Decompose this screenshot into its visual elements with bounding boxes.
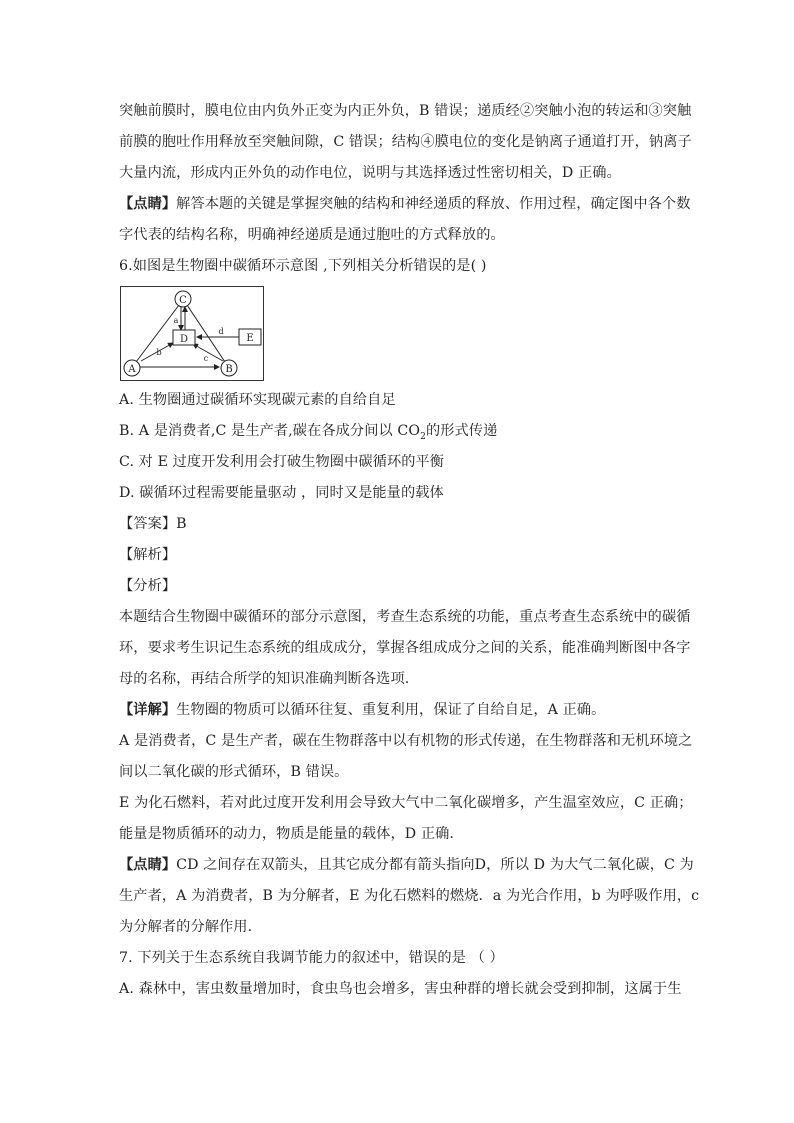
option-a: A. 生物圈通过碳循环实现碳元素的自给自足 [119, 392, 396, 408]
text-line: 前膜的胞吐作用释放至突触间隙，C 错误；结构④膜电位的变化是钠离子通道打开，钠离子 [119, 134, 692, 150]
answer-line: 【答案】B [119, 516, 187, 532]
text-line: 间以二氧化碳的形式循环，B 错误。 [119, 764, 349, 780]
option-b [119, 416, 679, 447]
option-a: A. 森林中，害虫数量增加时，食虫鸟也会增多，害虫种群的增长就会受到抑制，这属于生 [119, 981, 682, 997]
detail-line [119, 695, 679, 726]
label-e: E [246, 333, 254, 344]
tip-tag: 【点睛】 [119, 857, 177, 873]
question-stem: 7. 下列关于生态系统自我调节能力的叙述中，错误的是 （ ） [119, 950, 504, 966]
question-stem: 6.如图是生物圈中碳循环示意图 ,下列相关分析错误的是( ) [119, 258, 487, 274]
tip-line [119, 189, 691, 220]
text-line: 生产者，A 为消费者，B 为分解者，E 为化石燃料的燃烧．a 为光合作用，b 为呼吸作用，c [119, 888, 700, 904]
option-c: C. 对 E 过度开发利用会打破生物圈中碳循环的平衡 [119, 454, 445, 470]
tip-tag: 【点睛】 [119, 196, 177, 212]
diagram-svg [121, 287, 263, 380]
text-line: 本题结合生物圈中碳循环的部分示意图，考查生态系统的功能，重点考查生态系统中的碳循 [119, 609, 691, 625]
label-b: B [225, 364, 233, 375]
option-b-text: B. A 是消费者,C 是生产者,碳在各成分间以 CO [119, 423, 421, 439]
analysis-sub-heading: 【分析】 [119, 578, 177, 594]
label-arrow-a: a [173, 316, 179, 325]
detail-tag: 【详解】 [119, 702, 177, 718]
tip-text: 解答本题的关键是掌握突触的结构和神经递质的释放、作用过程，确定图中各个数 [176, 196, 691, 212]
document-page [119, 96, 700, 1005]
text-line: 母的名称，再结合所学的知识准确判断各选项. [119, 671, 410, 687]
label-arrow-c: c [203, 354, 209, 363]
co2-subscript: 2 [420, 431, 426, 442]
label-d: D [179, 334, 189, 345]
option-d: D. 碳循环过程需要能量驱动 ，同时又是能量的载体 [119, 485, 444, 501]
tip-text: CD 之间存在双箭头，且其它成分都有箭头指向D，所以 D 为大气二氧化碳，C 为 [176, 857, 694, 873]
text-line: 能量是物质循环的动力，物质是能量的载体，D 正确. [119, 826, 455, 842]
text-line: A 是消费者，C 是生产者，碳在生物群落中以有机物的形式传递，在生物群落和无机环境之 [119, 733, 693, 749]
text-line: 环，要求考生识记生态系统的组成成分，掌握各组成成分之间的关系，能准确判断图中各字 [119, 640, 691, 656]
tip-line [119, 850, 694, 881]
label-a: A [128, 364, 136, 375]
text-line: 大量内流，形成内正外负的动作电位，说明与其选择透过性密切相关，D 正确。 [119, 165, 621, 181]
text-line: 为分解者的分解作用. [119, 919, 253, 935]
text-line: E 为化石燃料，若对此过度开发利用会导致大气中二氧化碳增多，产生温室效应，C 正确； [119, 795, 693, 811]
label-arrow-d: d [218, 327, 224, 336]
option-b-tail: 的形式传递 [425, 423, 498, 439]
text-line: 突触前膜时，膜电位由内负外正变为内正外负，B 错误；递质经②突触小泡的转运和③突触 [119, 103, 692, 119]
carbon-cycle-diagram [120, 286, 264, 381]
label-arrow-b: b [156, 348, 162, 357]
text-line: 字代表的结构名称，明确神经递质是通过胞吐的方式释放的。 [119, 227, 505, 243]
detail-text: 生物圈的物质可以循环往复、重复利用，保证了自给自足，A 正确。 [176, 702, 606, 718]
label-c: C [179, 295, 187, 306]
analysis-heading: 【解析】 [119, 547, 177, 563]
